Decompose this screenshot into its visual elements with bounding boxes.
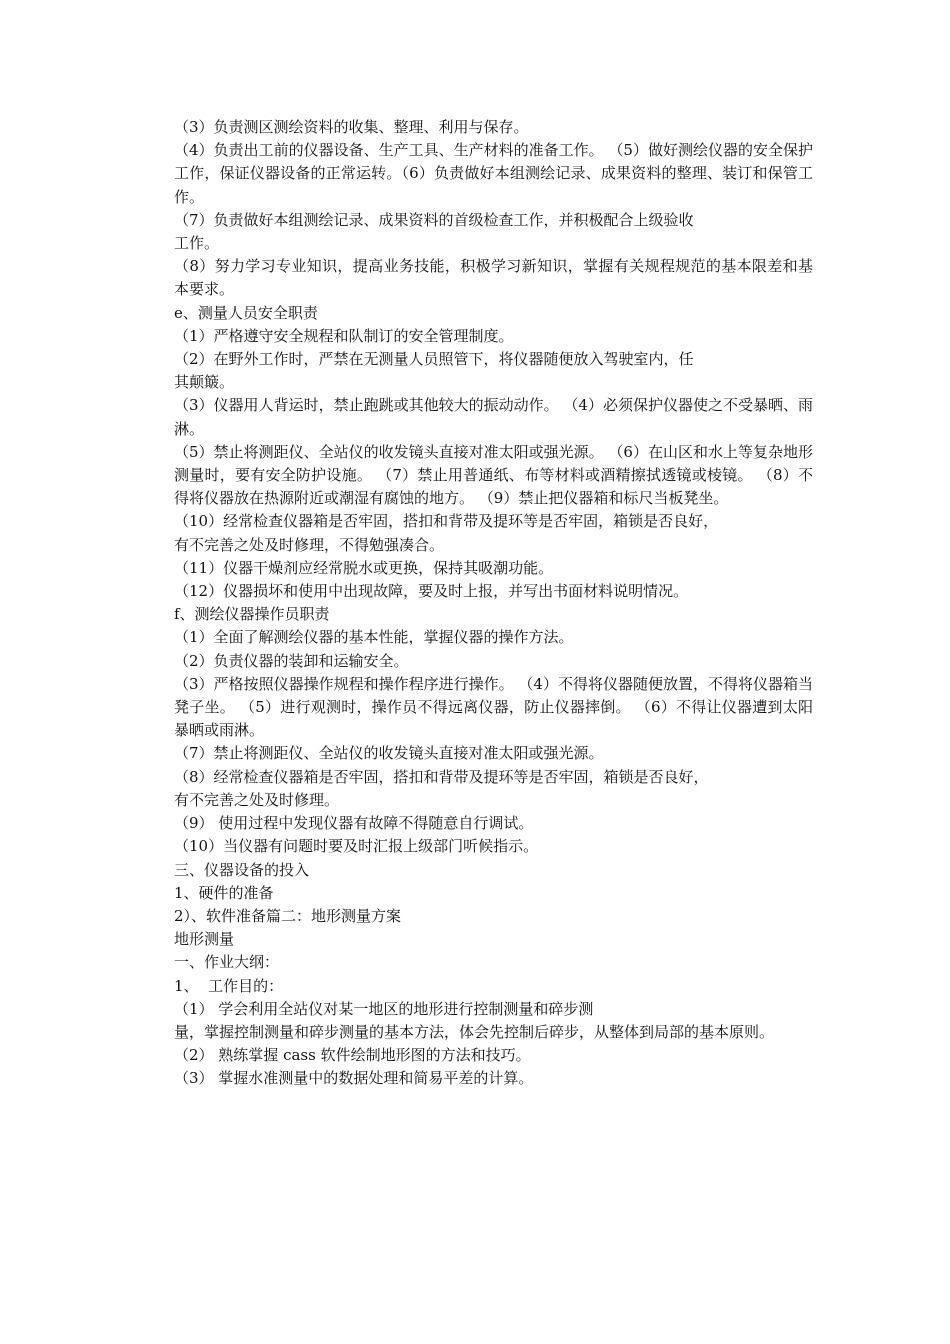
paragraph-12: （10）经常检查仪器箱是否牢固，搭扣和背带及提环等是否牢固，箱锁是否良好， [174, 512, 719, 531]
paragraph-30: 1、 工作目的： [174, 976, 284, 995]
section-heading-3: 三、仪器设备的投入 [174, 860, 310, 879]
paragraph-20: （7）禁止将测距仪、全站仪的收发镜头直接对准太阳或强光源。 [174, 744, 604, 763]
paragraph-10: （3）仪器用人背运时，禁止跑跳或其他较大的振动动作。 （4）必须保护仪器使之不受暴晒、雨淋。 [174, 396, 813, 438]
paragraph-19: （3）严格按照仪器操作规程和操作程序进行操作。 （4）不得将仪器随便放置，不得将仪器箱当凳子坐。 （5）进行观测时，操作员不得远离仪器，防止仪器摔倒。 （6）不得让仪器遭到太阳暴晒或雨淋。 [174, 674, 813, 740]
paragraph-9: 其颠簸。 [174, 373, 235, 392]
paragraph-13: 有不完善之处及时修理，不得勉强凑合。 [174, 535, 445, 554]
paragraph-21: （8）经常检查仪器箱是否牢固，搭扣和背带及提环等是否牢固，箱锁是否良好， [174, 767, 709, 786]
paragraph-4: 工作。 [174, 234, 220, 253]
section-heading-topo: 地形测量 [174, 930, 235, 949]
paragraph-11: （5）禁止将测距仪、全站仪的收发镜头直接对准太阳或强光源。 （6）在山区和水上等复杂地形测量时，要有安全防护设施。 （7）禁止用普通纸、布等材料或酒精擦拭透镜或棱镜。 （8）不得将仪器放在热源附近或潮湿有腐蚀的地方。 （9）禁止把仪器箱和标尺当板凳坐。 [174, 442, 813, 508]
paragraph-18: （2）负责仪器的装卸和运输安全。 [174, 651, 409, 670]
paragraph-29: 一、作业大纲： [174, 953, 280, 972]
paragraph-7: （1）严格遵守安全规程和队制订的安全管理制度。 [174, 326, 514, 345]
section-heading-e: e、测量人员安全职责 [174, 303, 318, 322]
paragraph-5: （8）努力学习专业知识，提高业务技能，积极学习新知识，掌握有关规程规范的基本限差和基本要求。 [174, 257, 813, 299]
paragraph-33: （2） 熟练掌握 cass 软件绘制地形图的方法和技巧。 [174, 1046, 531, 1065]
paragraph-27: 2）、软件准备篇二：地形测量方案 [174, 906, 402, 925]
paragraph-32: 量，掌握控制测量和碎步测量的基本方法，体会先控制后碎步，从整体到局部的基本原则。 [174, 1022, 775, 1041]
paragraph-15: （12）仪器损坏和使用中出现故障，要及时上报，并写出书面材料说明情况。 [174, 582, 689, 601]
paragraph-31: （1） 学会利用全站仪对某一地区的地形进行控制测量和碎步测 [174, 999, 594, 1018]
paragraph-1: （3）负责测区测绘资料的收集、整理、利用与保存。 [174, 118, 529, 136]
paragraph-8: （2）在野外工作时，严禁在无测量人员照管下，将仪器随便放入驾驶室内，任 [174, 350, 694, 369]
paragraph-24: （10）当仪器有问题时要及时汇报上级部门听候指示。 [174, 837, 539, 856]
paragraph-17: （1）全面了解测绘仪器的基本性能，掌握仪器的操作方法。 [174, 628, 574, 647]
section-heading-f: f、测绘仪器操作员职责 [174, 605, 330, 624]
document-body [141, 116, 813, 1091]
paragraph-2: （4）负责出工前的仪器设备、生产工具、生产材料的准备工作。 （5）做好测绘仪器的安全保护工作，保证仪器设备的正常运转。（6）负责做好本组测绘记录、成果资料的整理、装订和保管工作。 [174, 141, 813, 206]
paragraph-3: （7）负责做好本组测绘记录、成果资料的首级检查工作，并积极配合上级验收 [174, 210, 694, 229]
paragraph-34: （3） 掌握水准测量中的数据处理和简易平差的计算。 [174, 1069, 534, 1088]
paragraph-22: 有不完善之处及时修理。 [174, 790, 340, 809]
paragraph-26: 1、硬件的准备 [174, 883, 274, 902]
paragraph-23: （9） 使用过程中发现仪器有故障不得随意自行调试。 [174, 814, 534, 833]
paragraph-14: （11）仪器干燥剂应经常脱水或更换，保持其吸潮功能。 [174, 558, 554, 577]
